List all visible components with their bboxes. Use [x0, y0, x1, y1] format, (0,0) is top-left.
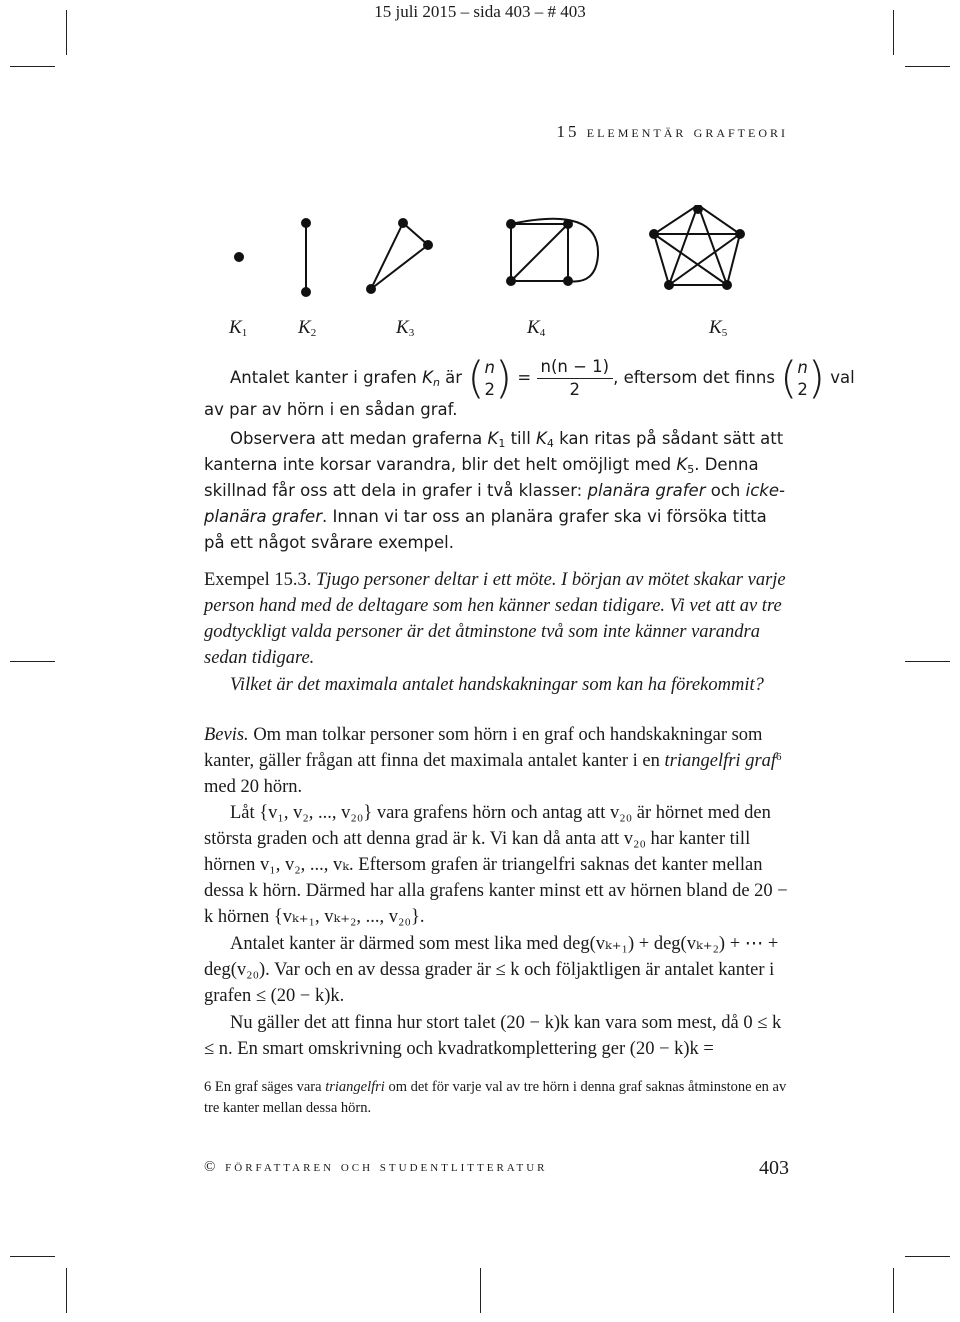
k5-edges [654, 205, 740, 285]
footer-copyright: © författaren och studentlitteratur [204, 1159, 548, 1175]
k4-vertex [564, 220, 572, 228]
formula-line: Antalet kanter i grafen $K_n$ är ( n 2 ) = $\frac{n(n - 1)}{2}$ , eftersom det finns ( n 2 ) val [230, 352, 855, 404]
crop-mark [10, 66, 55, 67]
k1-label: $K_1$ [229, 317, 248, 339]
k4-vertex [564, 277, 572, 285]
k4-label: $K_4$ [527, 317, 546, 339]
k3-vertex [367, 285, 375, 293]
k2-vertex [302, 219, 310, 227]
page-info-line: 15 juli 2015 – sida 403 – # 403 [374, 2, 586, 21]
k3-vertex [424, 241, 432, 249]
k3-edges [371, 223, 428, 289]
k5-vertex [736, 230, 744, 238]
k1-vertex [235, 253, 243, 261]
crop-mark [905, 661, 950, 662]
crop-mark [905, 66, 950, 67]
footnote: 6 En graf säges vara triangelfri om det för varje val av tre hörn i denna graf saknas åtminstone en av tre kanter mellan dessa hörn. [204, 1079, 787, 1116]
crop-mark [66, 1268, 67, 1313]
crop-mark [480, 1268, 481, 1313]
binomial: n 2 [484, 357, 495, 399]
proof-paragraph-2: Låt {v₁, v₂, ..., v₂₀} vara grafens hörn och antag att v₂₀ är hörnet med den största graden och att denna grad är k. Vi kan då anta att v₂₀ har kanter till hörnen v₁, v₂, ..., vₖ. Eftersom grafen är triangelfri saknas det kanter mellan dessa k hörn. Därmed har alla grafens kanter minst ett av hörnen bland de 20 − k hörnen {vₖ₊₁, vₖ₊₂, ..., v₂₀}. [204, 803, 788, 927]
k5-vertex [723, 281, 731, 289]
example-label: Exempel 15.3. [204, 570, 312, 590]
page-number: 403 [759, 1157, 789, 1179]
running-head: 15 elementär grafteori [556, 122, 788, 141]
formula-line-2: av par av hörn i en sådan graf. [204, 400, 458, 419]
crop-mark [10, 1256, 55, 1257]
example-paragraph: Exempel 15.3. Tjugo personer deltar i ett möte. I början av mötet skakar varje person hand med de deltagare som hen känner sedan tidigare. Vi vet att av tre godtyckligt valda personer är det åtminstone två som inte känner varandra sedan tidigare. [204, 570, 786, 668]
k2-vertex [302, 288, 310, 296]
binomial: n 2 [797, 357, 808, 399]
k3-vertex [399, 219, 407, 227]
k4-edge [511, 224, 568, 281]
k4-vertex [507, 220, 515, 228]
proof-paragraph-3: Antalet kanter är därmed som mest lika med deg(vₖ₊₁) + deg(vₖ₊₂) + ⋯ + deg(v₂₀). Var och en av dessa grader är ≤ k och följaktligen är antalet kanter i grafen ≤ (20 − k)k. [204, 934, 779, 1006]
crop-mark [10, 661, 55, 662]
complete-graphs-figure [200, 205, 760, 325]
proof-paragraph-1: Bevis. Om man tolkar personer som hörn i en graf och handskakningar som kanter, gäller frågan att finna det maximala antalet kanter i en triangelfri graf$^6$ med 20 hörn. [204, 725, 782, 797]
crop-mark [905, 1256, 950, 1257]
k4-vertex [507, 277, 515, 285]
fraction: $\frac{n(n - 1)}{2}$ [537, 356, 614, 401]
observe-paragraph: Observera att medan graferna $K_1$ till $K_4$ kan ritas på sådant sätt att kanterna inte korsar varandra, blir det helt omöjligt med $K_5$. Denna skillnad får oss att dela in grafer i två klasser: planära grafer och icke-planära grafer. Innan vi tar oss an planära grafer ska vi försöka titta på ett något svårare exempel. [204, 429, 785, 552]
k5-label: $K_5$ [709, 317, 728, 339]
footnote-ref: 6 [776, 751, 782, 763]
k5-vertex [665, 281, 673, 289]
proof-paragraph-4: Nu gäller det att finna hur stort talet (20 − k)k kan vara som mest, då 0 ≤ k ≤ n. En smart omskrivning och kvadratkomplettering ger (20 − k)k = [204, 1013, 782, 1059]
k2-label: $K_2$ [298, 317, 317, 339]
k3-label: $K_3$ [396, 317, 415, 339]
proof-label: Bevis. [204, 725, 249, 745]
crop-mark [893, 1268, 894, 1313]
example-question: Vilket är det maximala antalet handskakningar som kan ha förekommit? [230, 675, 764, 695]
k5-vertex [650, 230, 658, 238]
k4-curved-edge [511, 219, 598, 282]
k5-vertex [694, 205, 702, 213]
